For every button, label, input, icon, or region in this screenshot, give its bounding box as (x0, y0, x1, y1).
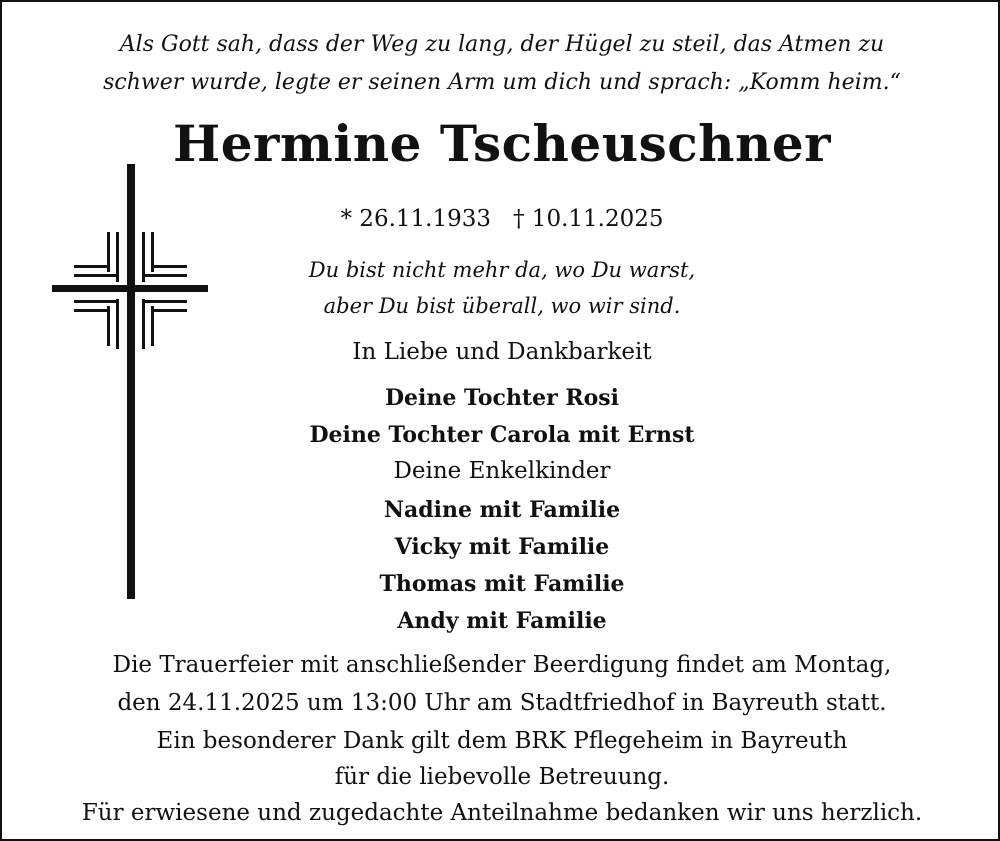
footer-line: den 24.11.2025 um 13:00 Uhr am Stadtfriedhof in Bayreuth statt. (117, 690, 887, 716)
verse-line-2: aber Du bist überall, wo wir sind. (323, 294, 681, 318)
greeting: In Liebe und Dankbarkeit (352, 339, 652, 365)
footer-line: Für erwiesene und zugedachte Anteilnahme bedanken wir uns herzlich. (81, 800, 923, 826)
cross-icon (52, 164, 212, 599)
verse-line-1: Du bist nicht mehr da, wo Du warst, (308, 258, 696, 282)
mourner-line: Vicky mit Familie (394, 534, 610, 560)
birth-date: * 26.11.1933 (340, 206, 491, 232)
footer-line: Die Trauerfeier mit anschließender Beerdigung findet am Montag, (112, 652, 892, 678)
mourner-line: Deine Enkelkinder (393, 458, 611, 484)
mourner-line: Deine Tochter Rosi (384, 385, 620, 411)
quote-line-2: schwer wurde, legte er seinen Arm um dich und sprach: „Komm heim.“ (103, 70, 901, 95)
mourner-line: Thomas mit Familie (379, 571, 625, 597)
quote-line-1: Als Gott sah, dass der Weg zu lang, der Hügel zu steil, das Atmen zu (119, 32, 885, 57)
death-date: † 10.11.2025 (513, 206, 664, 232)
footer-line: Ein besonderer Dank gilt dem BRK Pflegeheim in Bayreuth (156, 728, 848, 754)
mourner-line: Deine Tochter Carola mit Ernst (309, 422, 695, 448)
mourner-line: Nadine mit Familie (383, 497, 621, 523)
footer-line: für die liebevolle Betreuung. (334, 764, 670, 790)
mourner-line: Andy mit Familie (397, 608, 607, 634)
deceased-name: Hermine Tscheuschner (172, 114, 832, 173)
